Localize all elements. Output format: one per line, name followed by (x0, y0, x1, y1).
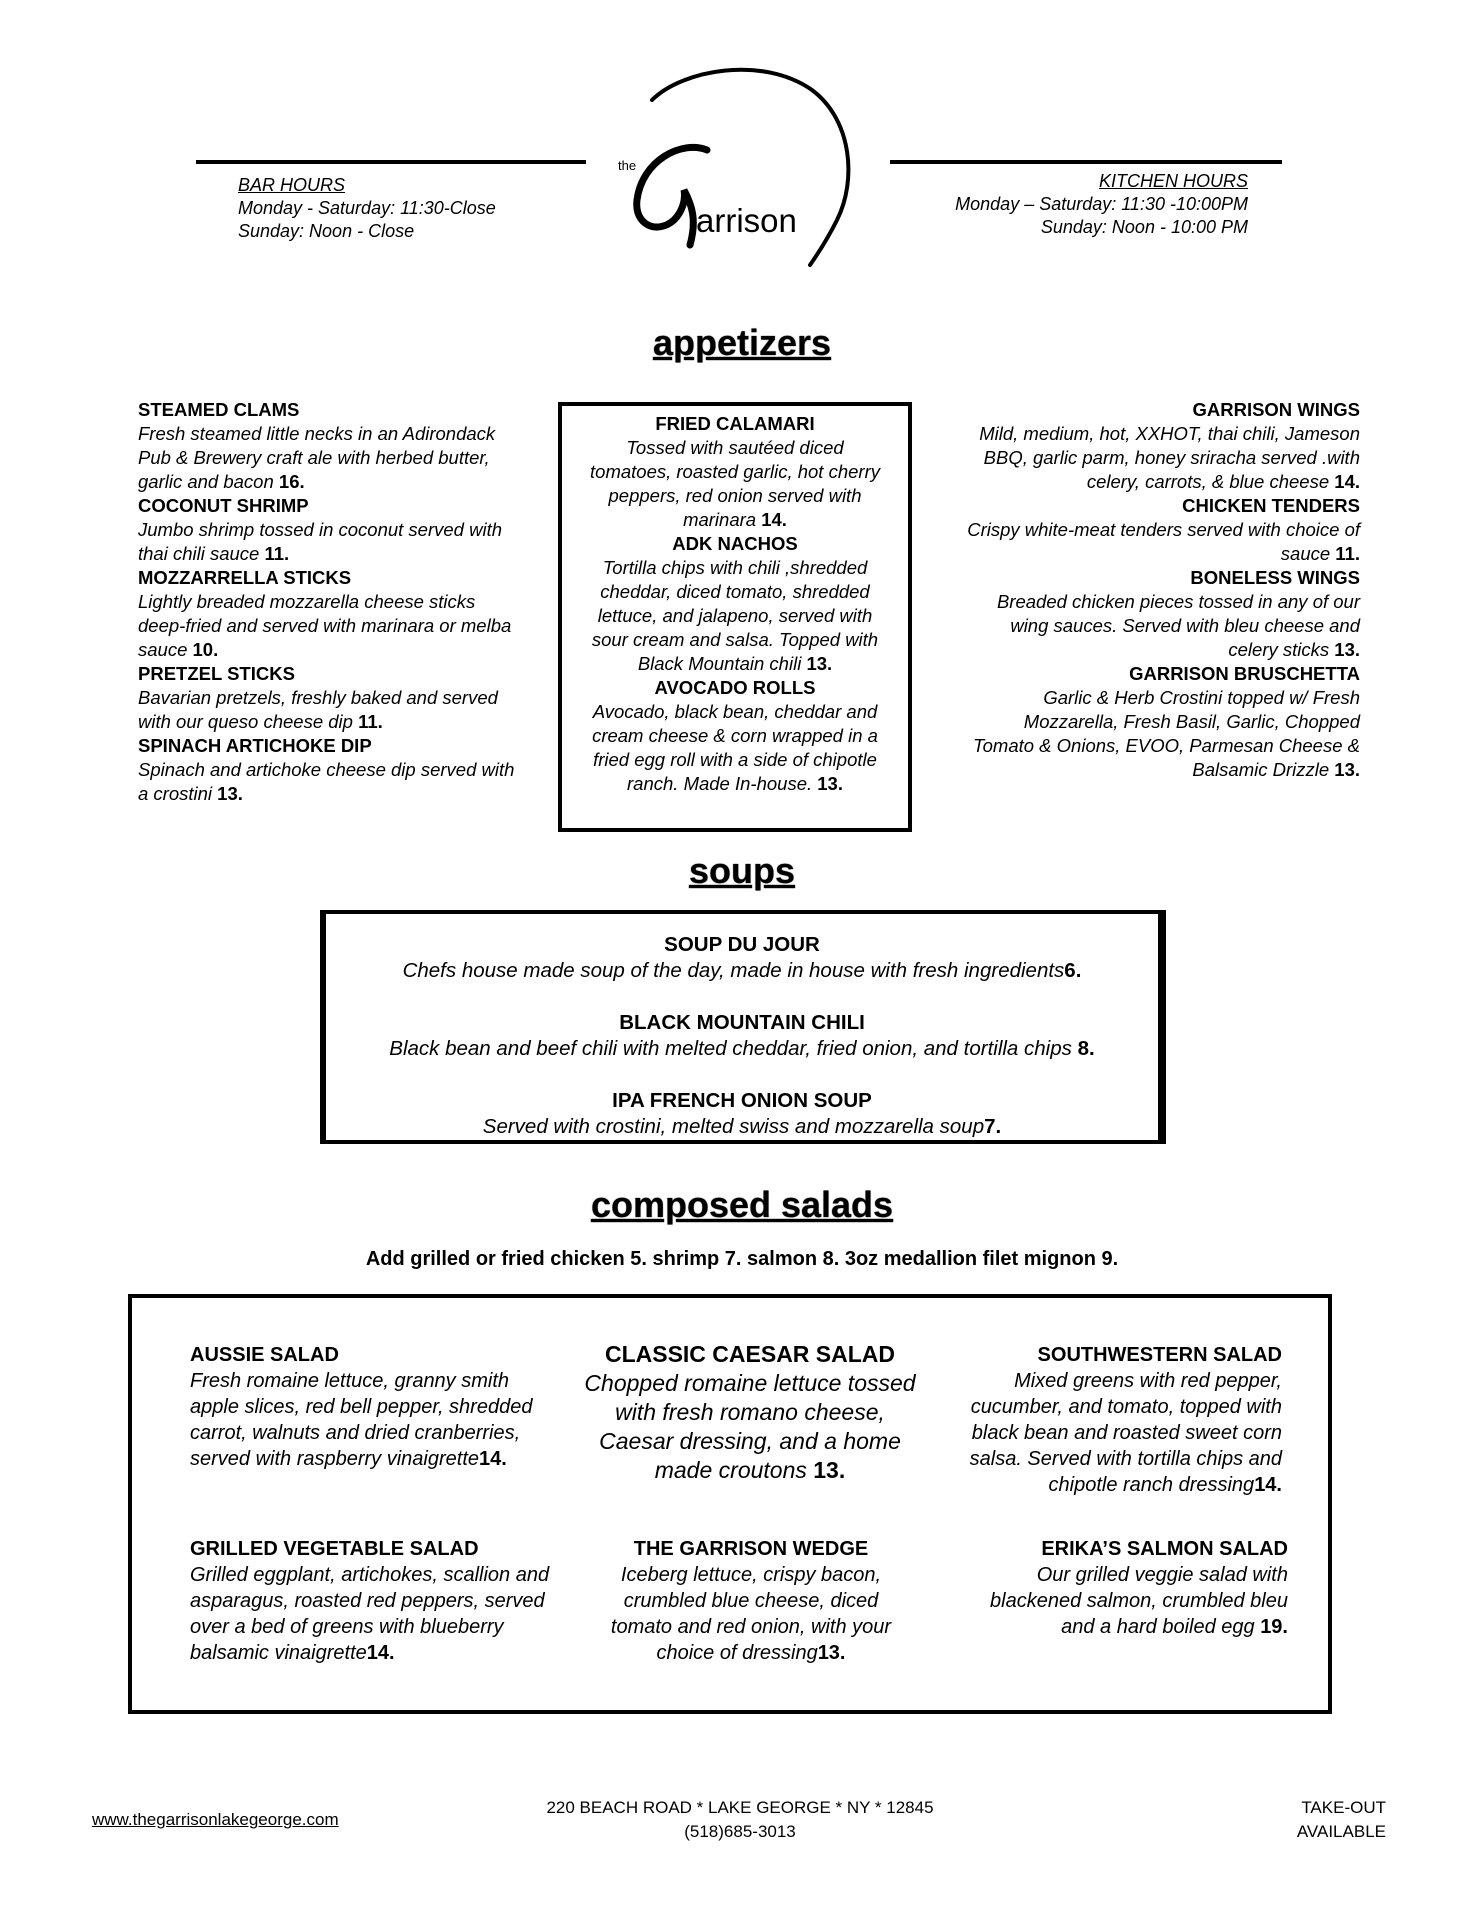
salad-item (958, 1536, 1288, 1640)
soup-desc: Served with crostini, melted swiss and mozzarella soup (482, 1115, 985, 1138)
soup-item (326, 1088, 1158, 1140)
appetizer-item (138, 662, 518, 734)
salad-name: THE GARRISON WEDGE (633, 1538, 869, 1560)
appetizer-item (586, 532, 884, 676)
appetizer-price: 16. (278, 471, 305, 492)
salad-name: GRILLED VEGETABLE SALAD (190, 1538, 479, 1560)
appetizers-left-column (138, 398, 518, 806)
appetizer-desc: Fresh steamed little necks in an Adirondack Pub & Brewery craft ale with herbed butter, garlic and bacon (138, 423, 496, 492)
appetizer-item (138, 566, 518, 662)
bar-hours (238, 174, 496, 243)
appetizer-desc: Spinach and artichoke cheese dip served with a crostini (138, 759, 515, 804)
header-rule-left (196, 160, 586, 164)
kitchen-hours-line2: Sunday: Noon - 10:00 PM (1040, 217, 1248, 237)
salad-desc: Our grilled veggie salad with blackened salmon, crumbled bleu and a hard boiled egg (990, 1564, 1288, 1638)
appetizer-name: CHICKEN TENDERS (1182, 495, 1360, 516)
appetizer-name: FRIED CALAMARI (655, 413, 815, 434)
logo-the: the (618, 158, 637, 173)
soup-desc: Black bean and beef chili with melted cheddar, fried onion, and tortilla chips (389, 1037, 1072, 1060)
soup-price: 8. (1077, 1037, 1095, 1060)
appetizer-name: MOZZARRELLA STICKS (138, 567, 352, 588)
garrison-logo (612, 60, 862, 270)
appetizer-name: ADK NACHOS (672, 533, 798, 554)
appetizer-desc: Garlic & Herb Crostini topped w/ Fresh Mozzarella, Fresh Basil, Garlic, Chopped Tomato & Onions, EVOO, Parmesan Cheese & Balsamic Drizzle (973, 687, 1360, 780)
header-rule-right (890, 160, 1282, 164)
salad-desc: Fresh romaine lettuce, granny smith apple slices, red bell pepper, shredded carrot, walnuts and dried cranberries, served with raspberry vinaigrette (190, 1370, 533, 1470)
appetizer-name: BONELESS WINGS (1190, 567, 1360, 588)
takeout-note (1297, 1796, 1386, 1844)
appetizer-name: GARRISON WINGS (1192, 399, 1360, 420)
salad-price: 19. (1260, 1616, 1288, 1638)
salad-desc: Chopped romaine lettuce tossed with fresh romano cheese, Caesar dressing, and a home made croutons (584, 1370, 916, 1483)
footer-address-block (480, 1796, 1000, 1844)
bar-hours-line2: Sunday: Noon - Close (238, 221, 415, 241)
appetizer-item (960, 398, 1360, 494)
salad-price: 14. (366, 1642, 395, 1664)
logo-text: arrison (696, 202, 797, 239)
salad-name: AUSSIE SALAD (190, 1344, 339, 1366)
appetizers-center-column (586, 412, 884, 796)
salad-item (930, 1342, 1282, 1498)
soup-item (326, 932, 1158, 984)
takeout-line1: TAKE-OUT (1301, 1798, 1386, 1817)
soups-box (320, 910, 1166, 1144)
appetizer-desc: Breaded chicken pieces tossed in any of our wing sauces. Served with bleu cheese and celery sticks (996, 591, 1360, 660)
salad-item (190, 1536, 562, 1666)
salad-price: 14. (479, 1448, 507, 1470)
appetizer-desc: Lightly breaded mozzarella cheese sticks deep-fried and served with marinara or melba sauce (138, 591, 512, 660)
soup-price: 7. (984, 1115, 1002, 1138)
appetizer-item (586, 676, 884, 796)
appetizer-name: STEAMED CLAMS (138, 399, 300, 420)
salads-addons: Add grilled or fried chicken 5. shrimp 7. salmon 8. 3oz medallion filet mignon 9. (365, 1248, 1119, 1270)
appetizer-item (138, 398, 518, 494)
appetizer-item (138, 494, 518, 566)
kitchen-hours-line1: Monday – Saturday: 11:30 -10:00PM (955, 194, 1248, 214)
appetizer-desc: Jumbo shrimp tossed in coconut served with thai chili sauce (138, 519, 503, 564)
appetizer-desc: Mild, medium, hot, XXHOT, thai chili, Jameson BBQ, garlic parm, honey sriracha served .with celery, carrots, & blue cheese (979, 423, 1360, 492)
appetizer-price: 10. (192, 639, 219, 660)
appetizer-desc: Tossed with sautéed diced tomatoes, roasted garlic, hot cherry peppers, red onion served with marinara (590, 437, 880, 530)
soup-name: BLACK MOUNTAIN CHILI (619, 1011, 865, 1034)
appetizer-price: 11. (358, 711, 383, 732)
soup-desc: Chefs house made soup of the day, made in house with fresh ingredients (402, 959, 1065, 982)
salad-price: 14. (1254, 1474, 1282, 1496)
kitchen-hours-heading: KITCHEN HOURS (1098, 171, 1248, 191)
salad-item (596, 1536, 906, 1666)
soup-name: SOUP DU JOUR (664, 933, 820, 956)
bar-hours-line1: Monday - Saturday: 11:30-Close (238, 198, 496, 218)
salads-title: composed salads (590, 1184, 894, 1225)
salad-desc: Grilled eggplant, artichokes, scallion and asparagus, roasted red peppers, served over a bed of greens with blueberry balsamic vinaigrette (190, 1564, 550, 1664)
appetizer-price: 14. (761, 509, 787, 530)
appetizer-item (138, 734, 518, 806)
appetizer-price: 11. (1335, 543, 1360, 564)
kitchen-hours (955, 170, 1248, 239)
appetizer-desc: Crispy white-meat tenders served with choice of sauce (967, 519, 1360, 564)
footer-phone: (518)685-3013 (684, 1822, 796, 1841)
appetizers-right-column (960, 398, 1360, 782)
appetizer-item (586, 412, 884, 532)
salad-desc: Mixed greens with red pepper, cucumber, and tomato, topped with black bean and roasted sweet corn salsa. Served with tortilla chips and chipotle ranch dressing (969, 1370, 1282, 1496)
appetizer-desc: Bavarian pretzels, freshly baked and served with our queso cheese dip (138, 687, 498, 732)
appetizer-price: 13. (1334, 639, 1360, 660)
appetizer-desc: Avocado, black bean, cheddar and cream cheese & corn wrapped in a fried egg roll with a side of chipotle ranch. Made In-house. (592, 701, 878, 794)
appetizers-title: appetizers (652, 322, 832, 363)
appetizer-name: PRETZEL STICKS (138, 663, 295, 684)
appetizer-name: COCONUT SHRIMP (138, 495, 309, 516)
salad-item (190, 1342, 550, 1472)
appetizer-price: 11. (264, 543, 290, 564)
soup-item (326, 1010, 1158, 1062)
salad-name: SOUTHWESTERN SALAD (1037, 1344, 1282, 1366)
appetizer-item (960, 662, 1360, 782)
salad-item (580, 1340, 920, 1485)
appetizer-price: 13. (1334, 759, 1360, 780)
salad-price: 13. (817, 1642, 846, 1664)
footer-address: 220 BEACH ROAD * LAKE GEORGE * NY * 12845 (546, 1798, 934, 1817)
appetizer-price: 14. (1334, 471, 1360, 492)
appetizer-price: 13. (217, 783, 243, 804)
bar-hours-heading: BAR HOURS (238, 175, 346, 195)
salad-name: ERIKA’S SALMON SALAD (1041, 1538, 1288, 1560)
website-link[interactable]: www.thegarrisonlakegeorge.com (92, 1810, 339, 1829)
appetizer-price: 13. (806, 653, 833, 674)
appetizer-name: AVOCADO ROLLS (654, 677, 816, 698)
soup-name: IPA FRENCH ONION SOUP (612, 1089, 872, 1112)
appetizer-desc: Tortilla chips with chili ,shredded cheddar, diced tomato, shredded lettuce, and jalapeno, served with sour cream and salsa. Topped with Black Mountain chili (591, 557, 879, 674)
appetizer-name: GARRISON BRUSCHETTA (1129, 663, 1360, 684)
soups-title: soups (688, 850, 795, 891)
salad-desc: Iceberg lettuce, crispy bacon, crumbled blue cheese, diced tomato and red onion, with your choice of dressing (610, 1564, 892, 1664)
appetizer-name: SPINACH ARTICHOKE DIP (138, 735, 372, 756)
appetizer-item (960, 494, 1360, 566)
appetizer-price: 13. (817, 773, 843, 794)
appetizer-item (960, 566, 1360, 662)
soup-price: 6. (1064, 959, 1082, 982)
salad-price: 13. (813, 1457, 846, 1483)
salad-name: CLASSIC CAESAR SALAD (604, 1341, 896, 1367)
takeout-line2: AVAILABLE (1296, 1822, 1386, 1841)
